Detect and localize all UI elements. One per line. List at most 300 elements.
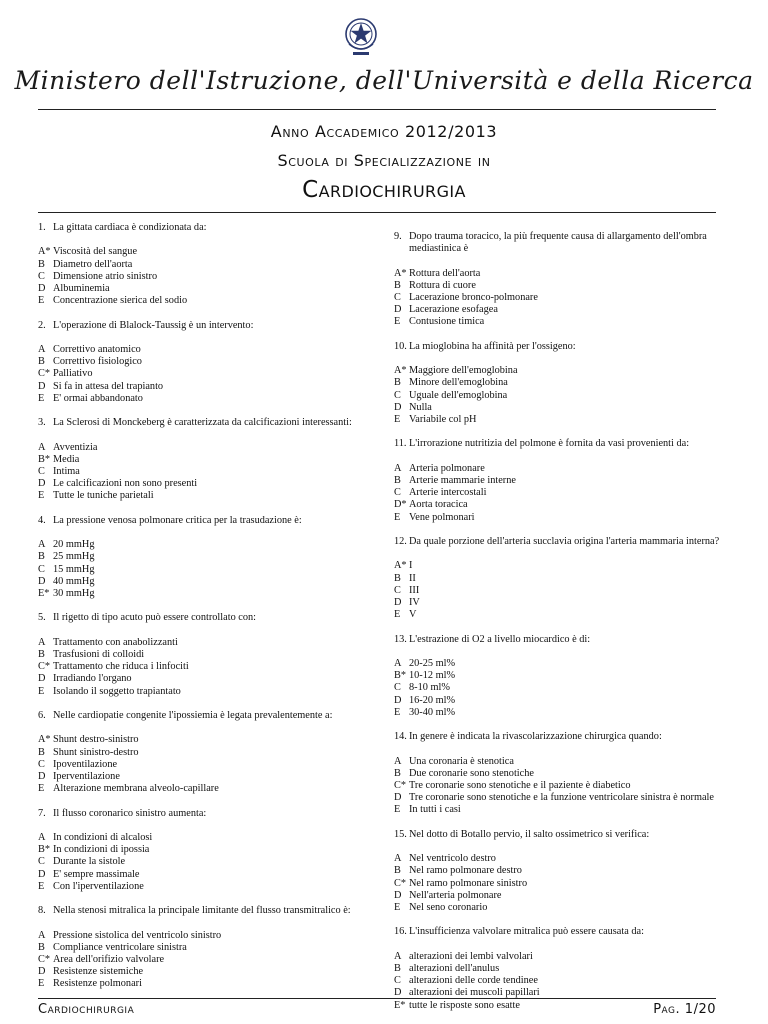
question-text: Dopo trauma toracico, la più frequente causa di allargamento dell'ombra mediastinica è [409, 231, 707, 255]
answer-text: Si fa in attesa del trapianto [53, 380, 164, 392]
answer-list [394, 756, 724, 817]
answer-key: A* [394, 560, 407, 572]
question-text: Da quale porzione dell'arteria succlavia origina l'arteria mammaria interna? [409, 535, 720, 547]
answer-text: Durante la sistole [53, 856, 126, 868]
answer-text: Arteria polmonare [409, 462, 485, 474]
answer-key: D [394, 401, 402, 413]
answer-option [38, 368, 378, 380]
answer-text: Correttivo anatomico [53, 343, 141, 355]
answer-text: Avventizia [53, 441, 98, 453]
question-number: 13. [394, 633, 407, 645]
answer-text: Viscosità del sangue [53, 246, 138, 258]
answer-key: C* [394, 877, 407, 889]
answer-option [38, 649, 378, 661]
answer-key: E [38, 978, 45, 990]
answer-key: C [38, 563, 45, 575]
question [38, 612, 378, 697]
answer-key: A [394, 950, 402, 962]
question-number: 5. [38, 612, 46, 624]
answer-option [394, 402, 724, 414]
answer-list [394, 365, 724, 426]
answer-text: Rottura dell'aorta [409, 267, 481, 279]
answer-text: Nel seno coronario [409, 901, 488, 913]
answer-option [394, 292, 724, 304]
answer-option [38, 673, 378, 685]
answer-text: alterazioni dei lembi valvolari [409, 950, 533, 962]
question-text: Il flusso coronarico sinistro aumenta: [53, 807, 207, 819]
answer-key: A [38, 539, 46, 551]
answer-option [38, 637, 378, 649]
question-number: 9. [394, 231, 402, 242]
answer-key: C [394, 682, 401, 694]
answer-text: Maggiore dell'emoglobina [409, 365, 518, 377]
answer-key: E [38, 685, 45, 697]
answer-option [38, 271, 378, 283]
answer-option [394, 853, 724, 865]
answer-text: V [409, 609, 417, 621]
answer-list [394, 560, 724, 621]
answer-key: E [394, 511, 401, 523]
answer-option [394, 365, 724, 377]
answer-option [38, 844, 378, 856]
answer-key: C [394, 292, 401, 303]
question-number: 7. [38, 807, 46, 819]
answer-key: C* [38, 953, 51, 965]
answer-list [394, 658, 724, 719]
answer-text: Tutte le tuniche parietali [53, 490, 154, 502]
answer-text: E' sempre massimale [53, 868, 140, 880]
answer-text: 16-20 ml% [409, 694, 456, 706]
answer-text: alterazioni dei muscoli papillari [409, 987, 540, 999]
answer-option [394, 463, 724, 475]
answer-option [38, 551, 378, 563]
answer-key: C* [38, 661, 51, 673]
question-number: 3. [38, 417, 46, 429]
answer-option [38, 478, 378, 490]
question-text-row [38, 905, 378, 917]
answer-text: Trattamento con anabolizzanti [53, 636, 178, 648]
answer-key: E* [38, 587, 50, 599]
answer-option [394, 878, 724, 890]
answer-option [38, 564, 378, 576]
question-text: La pressione venosa polmonare critica per la trasudazione è: [53, 514, 302, 526]
answer-key: C [38, 465, 45, 477]
question-text-row [38, 222, 378, 234]
answer-key: E* [394, 999, 406, 1011]
answer-key: B* [394, 670, 407, 682]
answer-option [38, 966, 378, 978]
question-text-row [394, 438, 724, 450]
page-number: Pag. 1/20 [653, 1002, 716, 1017]
answer-text: II [409, 572, 416, 584]
answer-text: E' ormai abbandonato [53, 392, 143, 404]
answer-key: E [394, 414, 401, 425]
answer-key: E [38, 880, 45, 892]
answer-option [394, 670, 724, 682]
answer-key: E [394, 609, 401, 621]
question [394, 536, 724, 621]
answer-text: IV [409, 596, 420, 608]
answer-text: Aorta toracica [409, 499, 468, 511]
answer-text: In condizioni di ipossia [53, 844, 150, 856]
answer-key: A [38, 929, 46, 941]
question [38, 515, 378, 600]
answer-key: D [38, 770, 46, 782]
answer-key: B [394, 962, 401, 974]
answer-text: Uguale dell'emoglobina [409, 389, 508, 401]
question-number: 11. [394, 438, 407, 450]
answer-key: D [394, 889, 402, 901]
answer-text: Nulla [409, 401, 432, 413]
answer-key: A* [38, 246, 51, 258]
question [394, 829, 724, 914]
answer-option [38, 856, 378, 868]
answer-text: Compliance ventricolare sinistra [53, 941, 187, 953]
answer-option [394, 756, 724, 768]
answer-text: Irradiando l'organo [53, 673, 132, 685]
answer-text: Lacerazione bronco-polmonare [409, 292, 538, 303]
academic-year: Anno Accademico 2012/2013 [270, 122, 498, 141]
answer-option [394, 414, 724, 426]
answer-list [38, 344, 378, 405]
answer-list [38, 930, 378, 991]
answer-option [394, 890, 724, 902]
answer-key: B [394, 767, 401, 779]
answer-option [38, 283, 378, 295]
answer-option [38, 783, 378, 795]
question-text-row [38, 808, 378, 820]
answer-text: 8-10 ml% [409, 682, 450, 694]
answer-key: B [394, 279, 401, 291]
answer-text: Alterazione membrana alveolo-capillare [53, 783, 219, 795]
answer-text: I [409, 560, 413, 572]
answer-option [394, 951, 724, 963]
answer-list [394, 268, 724, 329]
answer-key: B [38, 551, 45, 563]
answer-key: A [394, 657, 402, 669]
question-text: Nel dotto di Botallo pervio, il salto ossimetrico si verifica: [409, 828, 650, 840]
question-text-row [394, 731, 724, 743]
question-number: 16. [394, 926, 407, 938]
answer-option [38, 661, 378, 673]
answer-text: Arterie mammarie interne [409, 474, 516, 486]
question [394, 231, 724, 329]
answer-key: E [394, 316, 401, 328]
answer-text: 25 mmHg [53, 551, 95, 563]
answer-text: Nel ventricolo destro [409, 853, 496, 865]
answer-option [394, 902, 724, 914]
question-text-row [394, 926, 724, 938]
answer-list [394, 853, 724, 914]
question-text: Nella stenosi mitralica la principale limitante del flusso transmitralico è: [53, 905, 351, 917]
answer-key: D [38, 380, 46, 392]
answer-text: Vene polmonari [409, 511, 475, 523]
answer-option [394, 658, 724, 670]
answer-key: E [38, 783, 45, 795]
answer-option [38, 930, 378, 942]
answer-key: B* [38, 453, 51, 465]
question [38, 710, 378, 795]
answer-option [38, 295, 378, 307]
answer-list [38, 637, 378, 698]
question-text-row [394, 231, 724, 255]
answer-key: B [38, 746, 45, 758]
answer-key: A [394, 462, 402, 474]
answer-text: Shunt sinistro-destro [53, 746, 139, 758]
answer-option [394, 487, 724, 499]
answer-option [38, 466, 378, 478]
answer-text: Ipoventilazione [53, 758, 118, 770]
answer-key: A [38, 441, 46, 453]
question-text: L'operazione di Blalock-Taussig è un intervento: [53, 319, 254, 331]
answer-key: D [394, 304, 402, 316]
answer-key: B* [38, 844, 51, 856]
answer-key: C [394, 584, 401, 596]
answer-text: 15 mmHg [53, 563, 95, 575]
answer-key: D [38, 283, 46, 294]
question-text-row [38, 417, 378, 429]
answer-option [394, 499, 724, 511]
answer-option [38, 734, 378, 746]
title-divider [38, 212, 716, 213]
answer-key: D [38, 575, 46, 587]
answer-option [394, 280, 724, 292]
answer-text: Correttivo fisiologico [53, 356, 142, 368]
answer-text: Diametro dell'aorta [53, 258, 133, 270]
answer-text: alterazioni delle corde tendinee [409, 975, 538, 987]
footer-title: Cardiochirurgia [38, 1002, 135, 1017]
answer-option [394, 865, 724, 877]
answer-key: D [38, 868, 46, 880]
answer-text: Nel ramo polmonare destro [409, 865, 522, 877]
answer-key: B [394, 474, 401, 486]
question-number: 2. [38, 319, 46, 331]
right-column [394, 231, 724, 1024]
question [394, 634, 724, 719]
answer-key: D [394, 596, 402, 608]
answer-list [38, 246, 378, 307]
question-text: Il rigetto di tipo acuto può essere controllato con: [53, 612, 257, 624]
question [38, 417, 378, 502]
answer-option [38, 381, 378, 393]
answer-option [38, 576, 378, 588]
answer-key: E [394, 706, 401, 718]
answer-text: 30 mmHg [53, 587, 95, 599]
question-text: In genere è indicata la rivascolarizzazione chirurgica quando: [409, 731, 662, 743]
answer-list [38, 539, 378, 600]
answer-key: A [394, 755, 402, 767]
answer-option [38, 454, 378, 466]
answer-key: C [394, 389, 401, 401]
answer-text: Albuminemia [53, 283, 110, 294]
answer-key: D [38, 478, 46, 490]
answer-key: C [38, 270, 45, 282]
answer-text: Nel ramo polmonare sinistro [409, 877, 528, 889]
answer-option [394, 768, 724, 780]
answer-option [38, 832, 378, 844]
answer-option [394, 390, 724, 402]
answer-text: Variabile col pH [409, 414, 477, 425]
question-text-row [38, 320, 378, 332]
answer-text: III [409, 584, 420, 596]
question-text-row [38, 612, 378, 624]
answer-option [394, 573, 724, 585]
answer-text: Contusione timica [409, 316, 485, 328]
answer-option [38, 246, 378, 258]
question [38, 320, 378, 405]
answer-option [394, 609, 724, 621]
answer-key: D [394, 792, 402, 804]
answer-option [394, 316, 724, 328]
question [394, 341, 724, 426]
answer-key: C* [38, 368, 51, 380]
answer-key: E [394, 804, 401, 816]
answer-text: Le calcificazioni non sono presenti [53, 478, 198, 490]
question-number: 10. [394, 340, 407, 352]
answer-option [38, 747, 378, 759]
answer-key: D [38, 673, 46, 685]
answer-option [38, 881, 378, 893]
answer-text: Rottura di cuore [409, 279, 476, 291]
answer-text: Dimensione atrio sinistro [53, 270, 158, 282]
answer-key: D [38, 966, 46, 978]
answer-text: Area dell'orifizio valvolare [53, 953, 165, 965]
answer-text: Con l'iperventilazione [53, 880, 144, 892]
answer-key: E [38, 295, 45, 307]
question-text: L'irrorazione nutritizia del polmone è fornita da vasi provenienti da: [409, 438, 690, 450]
question [38, 905, 378, 990]
answer-text: Trasfusioni di colloidi [53, 648, 145, 660]
answer-key: A* [394, 267, 407, 279]
answer-option [394, 975, 724, 987]
specialty-title: Cardiochirurgia [302, 177, 466, 203]
answer-text: Shunt destro-sinistro [53, 734, 139, 746]
school-title: Scuola di Specializzazione in [277, 151, 491, 170]
footer-divider [38, 998, 716, 999]
answer-text: In condizioni di alcalosi [53, 831, 153, 843]
answer-option [38, 942, 378, 954]
answer-text: Resistenze sistemiche [53, 966, 144, 978]
answer-text: Concentrazione sierica del sodio [53, 295, 188, 307]
answer-option [38, 588, 378, 600]
answer-text: Una coronaria è stenotica [409, 755, 514, 767]
answer-option [394, 597, 724, 609]
answer-key: B [38, 648, 45, 660]
answer-key: B [394, 377, 401, 389]
answer-key: D [394, 694, 402, 706]
answer-key: B [394, 865, 401, 877]
question-number: 6. [38, 709, 46, 721]
answer-text: Due coronarie sono stenotiche [409, 767, 534, 779]
answer-key: D [394, 987, 402, 999]
question-number: 8. [38, 905, 46, 917]
answer-option [394, 963, 724, 975]
question-number: 14. [394, 731, 407, 743]
answer-text: 20-25 ml% [409, 657, 456, 669]
republic-emblem-icon [341, 14, 381, 58]
answer-key: B [38, 356, 45, 368]
answer-text: Arterie intercostali [409, 487, 487, 499]
answer-key: E [38, 490, 45, 502]
answer-text: 10-12 ml% [409, 670, 456, 682]
answer-key: C [394, 487, 401, 499]
question [38, 222, 378, 307]
question-text: La gittata cardiaca è condizionata da: [53, 222, 207, 233]
answer-option [394, 804, 724, 816]
answer-option [38, 686, 378, 698]
answer-option [394, 707, 724, 719]
answer-key: A [38, 636, 46, 648]
ministry-title: Ministero dell'Istruzione, dell'Università e della Ricerca [14, 66, 754, 95]
answer-list [38, 442, 378, 503]
answer-text: Nell'arteria polmonare [409, 889, 502, 901]
answer-option [38, 539, 378, 551]
answer-list [38, 734, 378, 795]
answer-text: tutte le risposte sono esatte [409, 999, 520, 1011]
question-text-row [38, 515, 378, 527]
answer-text: Minore dell'emoglobina [409, 377, 508, 389]
answer-key: A [38, 343, 46, 355]
answer-key: E [394, 901, 401, 913]
question-number: 12. [394, 535, 407, 547]
answer-option [394, 304, 724, 316]
question-text-row [394, 536, 724, 548]
answer-text: Tre coronarie sono stenotiche e il paziente è diabetico [409, 779, 631, 791]
answer-key: A [38, 831, 46, 843]
answer-key: D* [394, 499, 407, 511]
answer-option [38, 259, 378, 271]
answer-key: B [38, 941, 45, 953]
answer-key: C [394, 975, 401, 987]
answer-option [394, 268, 724, 280]
answer-option [38, 344, 378, 356]
answer-option [394, 512, 724, 524]
question-number: 1. [38, 222, 46, 233]
answer-key: E [38, 392, 45, 404]
answer-option [394, 780, 724, 792]
answer-text: In tutti i casi [409, 804, 461, 816]
question-text: La Sclerosi di Monckeberg è caratterizzata da calcificazioni interessanti: [53, 417, 352, 429]
answer-option [394, 792, 724, 804]
answer-text: 30-40 ml% [409, 706, 456, 718]
question-text-row [394, 829, 724, 841]
answer-key: C* [394, 779, 407, 791]
question-number: 4. [38, 514, 46, 526]
answer-text: Palliativo [53, 368, 93, 380]
answer-list [38, 832, 378, 893]
header-divider [38, 109, 716, 110]
answer-option [394, 682, 724, 694]
left-column [38, 222, 378, 1003]
question-text: La mioglobina ha affinità per l'ossigeno: [409, 340, 576, 352]
answer-text: Isolando il soggetto trapiantato [53, 685, 181, 697]
question [394, 438, 724, 523]
answer-option [38, 490, 378, 502]
answer-text: Lacerazione esofagea [409, 304, 498, 316]
answer-option [38, 771, 378, 783]
answer-option [38, 442, 378, 454]
answer-option [394, 475, 724, 487]
question-number: 15. [394, 828, 407, 840]
answer-option [394, 560, 724, 572]
answer-option [394, 377, 724, 389]
question-text: Nelle cardiopatie congenite l'ipossiemia è legata prevalentemente a: [53, 709, 333, 721]
answer-key: A [394, 853, 402, 865]
answer-key: A* [38, 734, 51, 746]
answer-key: C [38, 758, 45, 770]
answer-text: Tre coronarie sono stenotiche e la funzione ventricolare sinistra è normale [409, 792, 714, 804]
question-text-row [38, 710, 378, 722]
